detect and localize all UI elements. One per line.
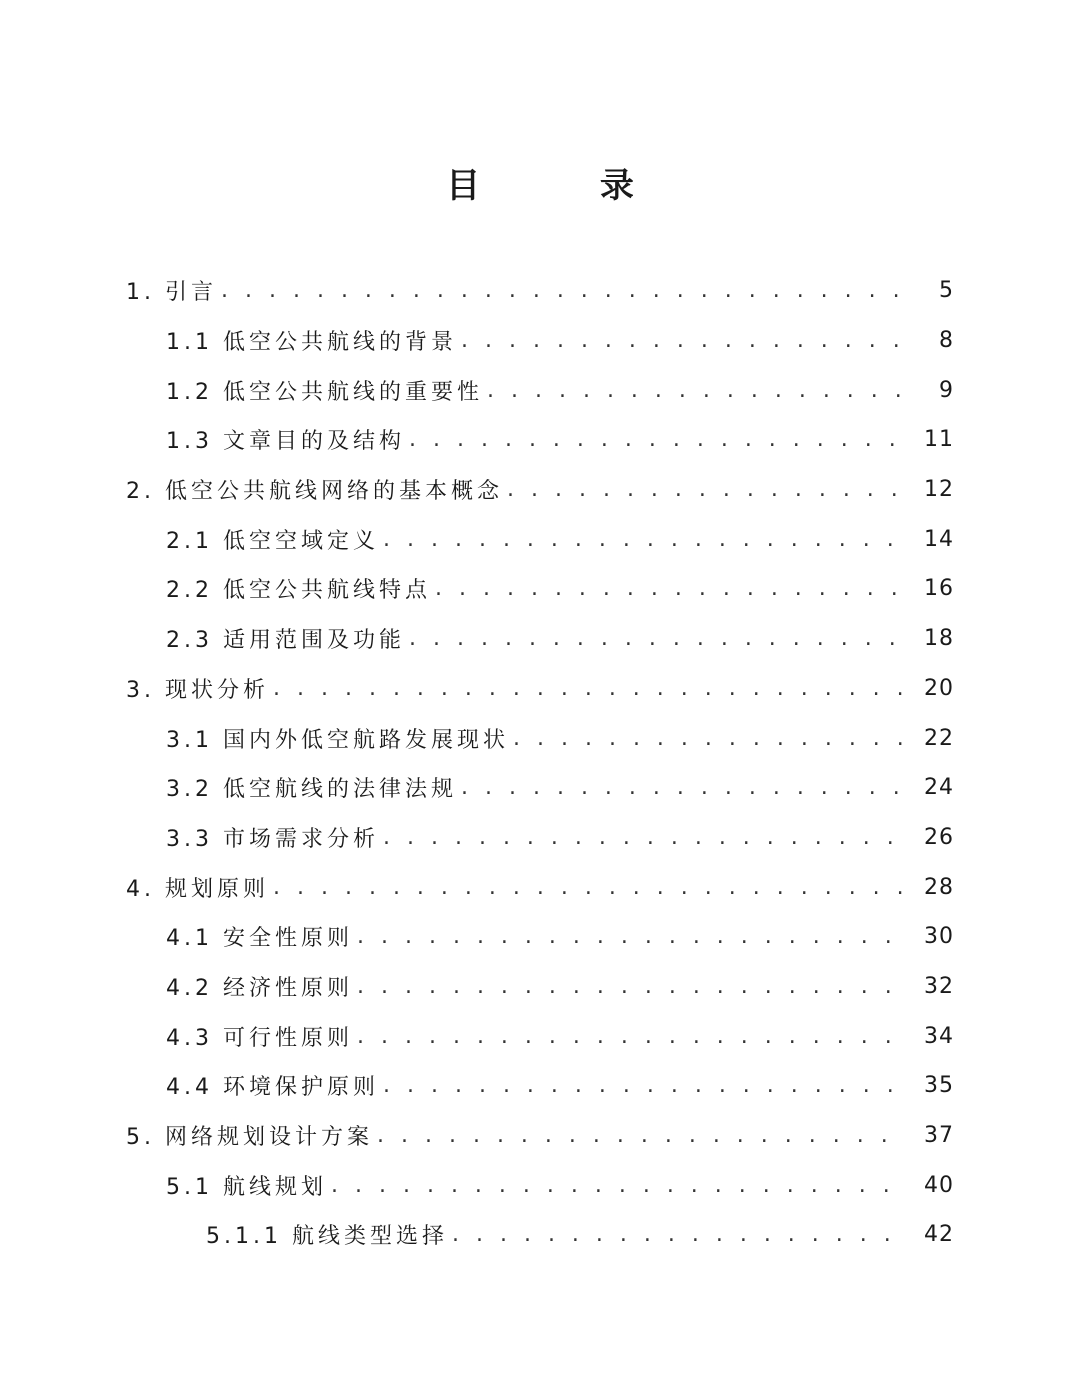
- toc-entry[interactable]: [0, 365, 1080, 415]
- toc-entry-label: [166, 424, 405, 455]
- toc-entry-page-number: 37: [924, 1123, 954, 1149]
- toc-entry-number: 2.1: [166, 528, 213, 554]
- toc-entry-number: 2.3: [166, 628, 213, 654]
- toc-entry-title: 航线规划: [223, 1174, 328, 1200]
- toc-leader-dots: [487, 378, 902, 403]
- toc-entry[interactable]: [0, 1061, 1080, 1111]
- toc-entry-number: 1.: [126, 280, 155, 306]
- toc-entry-title: 经济性原则: [223, 975, 354, 1001]
- toc-entry-page-number: 35: [924, 1073, 954, 1099]
- toc-leader-dots: [507, 477, 902, 502]
- toc-entry[interactable]: [0, 664, 1080, 714]
- toc-entry-label: [166, 723, 509, 754]
- toc-entry-page-number: 16: [924, 576, 954, 602]
- toc-entry-label: [126, 673, 269, 704]
- toc-leader-dots: [357, 1024, 902, 1049]
- toc-entry-number: 3.1: [166, 727, 213, 753]
- toc-entry[interactable]: [0, 912, 1080, 962]
- toc-entry[interactable]: [0, 415, 1080, 465]
- toc-leader-dots: [383, 825, 902, 850]
- toc-entry[interactable]: [0, 813, 1080, 863]
- toc-entry[interactable]: [0, 962, 1080, 1012]
- toc-entry-label: [126, 872, 269, 903]
- toc-entry[interactable]: [0, 316, 1080, 366]
- toc-leader-dots: [357, 974, 902, 999]
- toc-entry-label: [166, 921, 353, 952]
- toc-entry-number: 2.: [126, 479, 155, 505]
- toc-entry-label: [166, 573, 431, 604]
- toc-entry-label: [166, 1170, 327, 1201]
- toc-entry-page-number: 11: [924, 427, 954, 453]
- toc-leader-dots: [513, 726, 902, 751]
- toc-entry-title: 低空公共航线网络的基本概念: [165, 479, 504, 505]
- toc-entry-number: 1.2: [166, 379, 213, 405]
- toc-entry[interactable]: [0, 763, 1080, 813]
- toc-leader-dots: [435, 576, 902, 601]
- toc-entry-title: 安全性原则: [223, 926, 354, 952]
- toc-entry-title: 低空航线的法律法规: [223, 777, 458, 803]
- toc-entry-page-number: 22: [924, 725, 954, 751]
- toc-leader-dots: [273, 676, 902, 701]
- toc-leader-dots: [221, 278, 902, 303]
- toc-entry[interactable]: [0, 614, 1080, 664]
- toc-entry-page-number: 14: [924, 526, 954, 552]
- toc-entry-number: 4.: [126, 876, 155, 902]
- toc-entry-title: 国内外低空航路发展现状: [223, 727, 510, 753]
- toc-entry-page-number: 18: [924, 626, 954, 652]
- toc-entry-number: 2.2: [166, 578, 213, 604]
- toc-entry-title: 低空公共航线的背景: [223, 330, 458, 356]
- toc-entry-page-number: 5: [939, 278, 954, 304]
- toc-leader-dots: [331, 1173, 902, 1198]
- toc-entry-label: [126, 474, 503, 505]
- toc-entry-title: 引言: [165, 280, 218, 306]
- toc-entry-title: 规划原则: [165, 876, 270, 902]
- toc-entry-title: 低空公共航线的重要性: [223, 379, 484, 405]
- toc-entry-label: [166, 1021, 353, 1052]
- toc-entry[interactable]: [0, 1160, 1080, 1210]
- toc-entry-title: 低空公共航线特点: [223, 578, 432, 604]
- toc-entry[interactable]: [0, 713, 1080, 763]
- toc-entry-label: [166, 822, 379, 853]
- toc-entry-title: 现状分析: [165, 677, 270, 703]
- toc-leader-dots: [383, 1073, 902, 1098]
- toc-entry-number: 4.2: [166, 975, 213, 1001]
- toc-entry-label: [166, 971, 353, 1002]
- toc-entry-number: 1.1: [166, 330, 213, 356]
- toc-entry[interactable]: [0, 862, 1080, 912]
- table-of-contents: [0, 266, 1080, 1260]
- toc-entry-page-number: 32: [924, 973, 954, 999]
- toc-entry-title: 低空空域定义: [223, 528, 380, 554]
- toc-entry-number: 5.1: [166, 1174, 213, 1200]
- toc-entry[interactable]: [0, 1011, 1080, 1061]
- toc-entry-page-number: 24: [924, 775, 954, 801]
- toc-entry[interactable]: [0, 1210, 1080, 1260]
- toc-entry-title: 航线类型选择: [291, 1224, 448, 1250]
- toc-entry-label: [126, 1120, 373, 1151]
- toc-entry-number: 5.1.1: [206, 1224, 282, 1250]
- toc-entry[interactable]: [0, 1111, 1080, 1161]
- toc-entry-label: [126, 275, 217, 306]
- toc-entry-page-number: 40: [924, 1172, 954, 1198]
- toc-entry-title: 适用范围及功能: [223, 628, 406, 654]
- toc-entry-label: [166, 772, 457, 803]
- page-title: 目 录: [446, 166, 688, 206]
- toc-entry[interactable]: [0, 514, 1080, 564]
- toc-entry-page-number: 28: [924, 874, 954, 900]
- toc-entry-label: [166, 524, 379, 555]
- toc-entry-label: [166, 325, 457, 356]
- toc-leader-dots: [357, 924, 902, 949]
- toc-entry-number: 5.: [126, 1125, 155, 1151]
- toc-entry-title: 可行性原则: [223, 1025, 354, 1051]
- toc-leader-dots: [452, 1222, 902, 1247]
- toc-leader-dots: [409, 427, 902, 452]
- toc-entry-page-number: 20: [924, 675, 954, 701]
- toc-leader-dots: [273, 875, 902, 900]
- toc-entry-page-number: 34: [924, 1023, 954, 1049]
- toc-entry-title: 市场需求分析: [223, 826, 380, 852]
- toc-entry-label: [166, 375, 483, 406]
- toc-entry[interactable]: [0, 564, 1080, 614]
- toc-entry-number: 1.3: [166, 429, 213, 455]
- toc-entry-label: [166, 623, 405, 654]
- toc-entry-page-number: 30: [924, 924, 954, 950]
- toc-entry[interactable]: [0, 465, 1080, 515]
- toc-entry-number: 4.4: [166, 1075, 213, 1101]
- toc-entry-page-number: 12: [924, 477, 954, 503]
- toc-entry[interactable]: [0, 266, 1080, 316]
- toc-entry-number: 4.3: [166, 1025, 213, 1051]
- toc-entry-page-number: 8: [939, 328, 954, 354]
- toc-entry-label: [166, 1070, 379, 1101]
- toc-entry-label: [206, 1219, 448, 1250]
- toc-entry-page-number: 42: [924, 1222, 954, 1248]
- toc-leader-dots: [461, 775, 902, 800]
- toc-entry-page-number: 26: [924, 824, 954, 850]
- toc-leader-dots: [461, 328, 902, 353]
- toc-entry-number: 3.: [126, 677, 155, 703]
- toc-entry-number: 4.1: [166, 926, 213, 952]
- toc-entry-title: 网络规划设计方案: [165, 1125, 374, 1151]
- toc-leader-dots: [409, 626, 902, 651]
- toc-entry-title: 环境保护原则: [223, 1075, 380, 1101]
- toc-entry-number: 3.3: [166, 826, 213, 852]
- toc-leader-dots: [377, 1123, 902, 1148]
- toc-entry-number: 3.2: [166, 777, 213, 803]
- toc-entry-title: 文章目的及结构: [223, 429, 406, 455]
- toc-leader-dots: [383, 527, 902, 552]
- toc-entry-page-number: 9: [939, 377, 954, 403]
